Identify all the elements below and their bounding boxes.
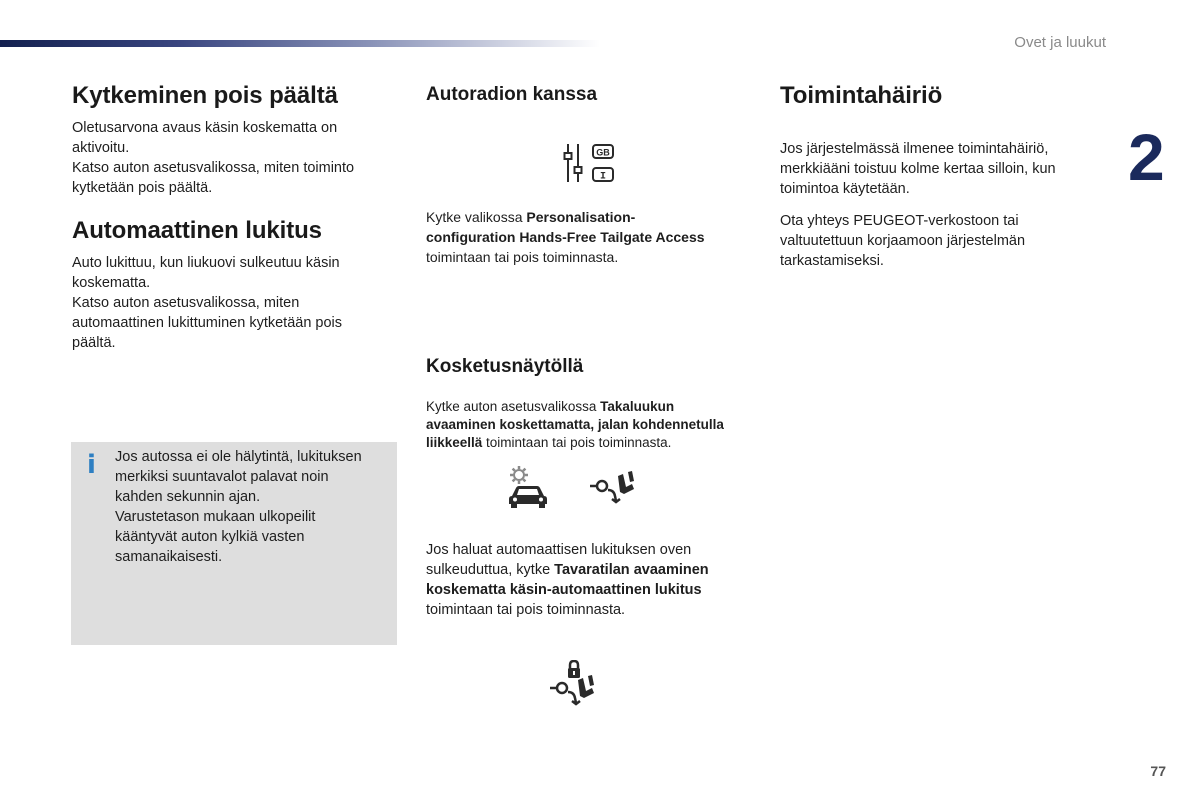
settings-icon-label-bottom: I — [599, 171, 607, 183]
text-bold: liikkeellä — [426, 435, 483, 450]
autolock-touch-text — [426, 540, 756, 620]
text-line: kahden sekunnin ajan. — [115, 489, 261, 505]
text-line: toimintoa käytetään. — [780, 181, 910, 197]
text-line — [426, 434, 756, 452]
heading-radio: Autoradion kanssa — [426, 84, 598, 105]
text-span: Kytke auton asetusvalikossa — [426, 399, 601, 414]
text-span: toimintaan tai pois toiminnasta. — [482, 435, 672, 450]
col-1 — [72, 82, 372, 198]
chapter-number: 2 — [1128, 120, 1165, 194]
hands-free-lock-icon — [548, 660, 600, 711]
touch-text — [426, 398, 756, 452]
text-line: tarkastamiseksi. — [780, 253, 884, 269]
header-bar — [0, 40, 600, 47]
text-line: Varustetason mukaan ulkopeilit — [115, 509, 316, 525]
col-2 — [426, 84, 756, 106]
heading-autolock: Automaattinen lukitus — [72, 217, 322, 244]
text-bold: Personalisation- — [526, 209, 636, 225]
text-line: Jos haluat automaattisen lukituksen oven — [426, 542, 692, 558]
text-line: Katso auton asetusvalikossa, miten toiminto — [72, 160, 355, 176]
text-line — [426, 560, 756, 580]
text-line: kytketään pois päältä. — [72, 180, 213, 196]
text-line: merkiksi suuntavalot palavat noin — [115, 469, 329, 485]
text-line: Jos järjestelmässä ilmenee toimintahäiriö, — [780, 141, 1049, 157]
text-line: Ota yhteys PEUGEOT-verkostoon tai — [780, 213, 1019, 229]
info-icon: i — [87, 450, 96, 480]
text-line — [426, 580, 756, 600]
text-line: samanaikaisesti. — [115, 549, 223, 565]
touch-heading-wrap — [426, 356, 756, 378]
text-line: merkkiääni toistuu kolme kertaa silloin, kun — [780, 161, 1056, 177]
text-line: aktivoitu. — [72, 140, 130, 156]
text-line: toimintaan tai pois toiminnasta. — [426, 602, 626, 618]
text-bold: koskematta käsin-automaattinen lukitus — [426, 582, 702, 598]
text-bold: Takaluukun — [600, 399, 675, 414]
radio-text — [426, 207, 756, 267]
text-line: Jos autossa ei ole hälytintä, lukituksen — [115, 449, 362, 465]
text-line: Auto lukittuu, kun liukuovi sulkeutuu käsin — [72, 255, 340, 271]
col-1-autolock — [72, 217, 372, 353]
text-line — [426, 416, 756, 434]
text-span: Kytke valikossa — [426, 209, 527, 225]
car-settings-icon — [506, 464, 550, 515]
settings-sliders-icon — [562, 140, 618, 191]
hands-free-tailgate-icon — [588, 470, 638, 509]
page-number: 77 — [1150, 763, 1166, 779]
text-line — [426, 398, 756, 416]
text-line: koskematta. — [72, 275, 151, 291]
text-line: kääntyvät auton kylkiä vasten — [115, 529, 305, 545]
autolock-text — [72, 253, 372, 353]
heading-disable: Kytkeminen pois päältä — [72, 82, 338, 109]
text-bold: avaaminen koskettamatta, jalan kohdennetulla — [426, 417, 724, 432]
section-title: Ovet ja luukut — [1014, 34, 1106, 51]
text-line: toimintaan tai pois toiminnasta. — [426, 249, 619, 265]
text-line: Oletusarvona avaus käsin koskematta on — [72, 120, 338, 136]
disable-text — [72, 118, 372, 198]
col-3 — [780, 82, 1100, 110]
text-line — [426, 207, 756, 227]
text-line: päältä. — [72, 335, 116, 351]
text-line: Katso auton asetusvalikossa, miten — [72, 295, 300, 311]
text-line: valtuutettuun korjaamoon järjestelmän — [780, 233, 1026, 249]
text-bold: Tavaratilan avaaminen — [554, 562, 709, 578]
info-text — [115, 447, 385, 567]
text-bold: configuration Hands-Free Tailgate Access — [426, 229, 705, 245]
text-line: automaattinen lukittuminen kytketään pois — [72, 315, 343, 331]
text-line — [426, 227, 756, 247]
heading-fault: Toimintahäiriö — [780, 82, 943, 109]
fault-text — [780, 139, 1100, 271]
info-box — [71, 442, 397, 645]
text-span: sulkeuduttua, kytke — [426, 562, 555, 578]
settings-icon-label-top: GB — [596, 147, 610, 158]
heading-touch: Kosketusnäytöllä — [426, 356, 584, 377]
